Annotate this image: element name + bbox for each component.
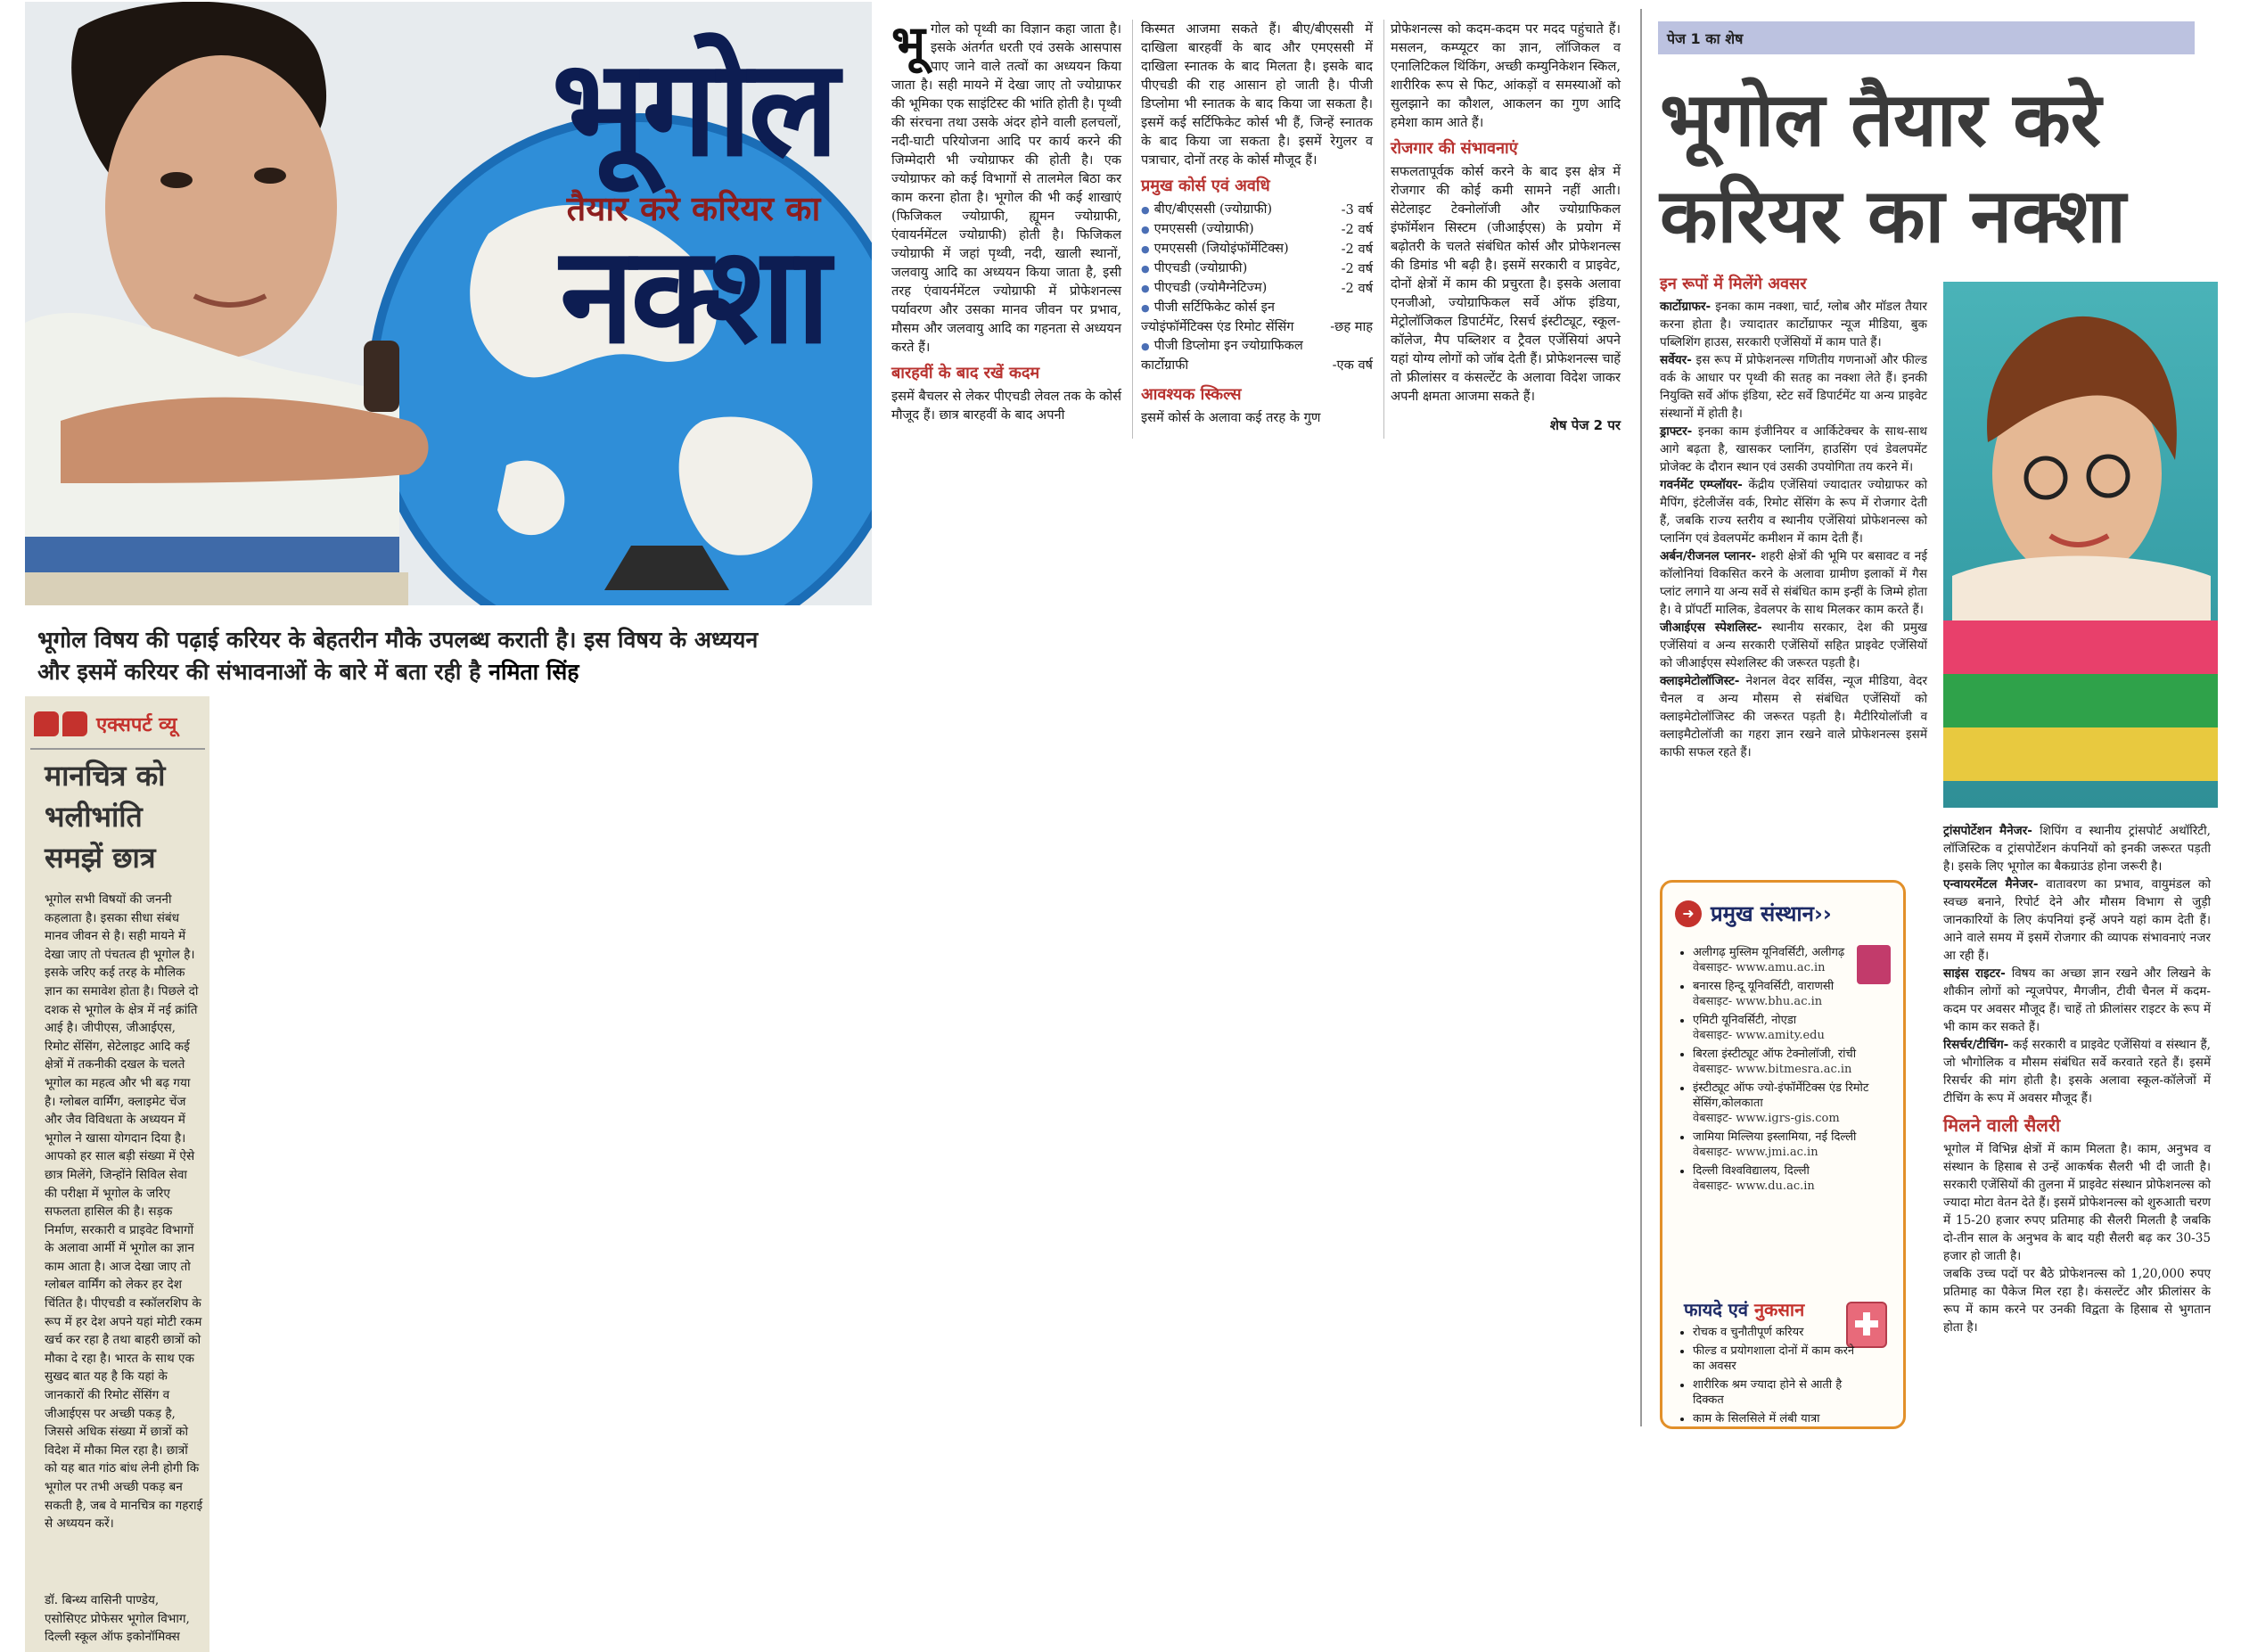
role-paragraph (1943, 875, 2211, 965)
course-row (1141, 298, 1373, 336)
pros-heading-b: नुकसान (1753, 1299, 1805, 1320)
role-title: जीआईएस स्पेशलिस्ट- (1660, 621, 1762, 635)
role-title: साइंस राइटर- (1943, 966, 2006, 981)
role-paragraph (1660, 476, 1927, 547)
institute-item (1693, 979, 1876, 1009)
continued-tag: पेज 1 का शेष (1667, 30, 1744, 47)
pros-cons-item: • फील्ड व प्रयोगशाला दोनों में काम करने का अवसर (1693, 1344, 1862, 1374)
role-description: इस रूप में प्रोफेशनल्स गणितीय गणनाओं और फील्ड वर्क के आधार पर पृथ्वी की सतह का नक्शा लेते हैं। इनकी नियुक्ति सर्वे ऑफ इंडिया, स्टेट सर्वे डिपार्टमेंट या अन्य प्राइवेट संस्थानों में होती है। (1660, 353, 1927, 421)
course-duration: -छह माह (1330, 319, 1373, 334)
salary-heading: मिलने वाली सैलरी (1943, 1114, 2061, 1136)
role-title: रिसर्चर/टीचिंग- (1943, 1038, 2009, 1052)
expert-view-box (25, 696, 209, 1652)
role-paragraph (1660, 423, 1927, 476)
col3-heading: रोजगार की संभावनाएं (1391, 139, 1518, 158)
page-divider (1640, 9, 1642, 1426)
course-duration: -2 वर्ष (1341, 242, 1373, 257)
salary-body: भूगोल में विभिन्न क्षेत्रों में काम मिलता है। काम, अनुभव व संस्थान के हिसाब से उन्हें आकर्षक सैलरी भी दी जाती है। सरकारी एजेंसियों की तुलना में प्राइवेट संस्थान प्रोफेशनल्स को ज्यादा मोटा वेतन देते हैं। इसमें प्रोफेशनल्स को शुरुआती चरण में 15-20 हजार रुपए प्रतिमाह की सैलरी मिलती है जबकि दो-तीन साल के अनुभव के बाद यही सैलरी बढ़ कर 30-35 हजार हो जाती है। (1943, 1142, 2211, 1263)
continued-tag-bar (1658, 21, 2195, 54)
course-name: ● पीएचडी (ज्योग्राफी) (1141, 259, 1247, 278)
role-paragraph (1660, 351, 1927, 423)
expert-heading: मानचित्र को भलीभांति समझें छात्र (45, 759, 166, 875)
continued-note: शेष पेज 2 पर (1549, 417, 1621, 433)
course-row (1141, 239, 1373, 259)
institute-item (1693, 1081, 1876, 1126)
quote-icon (62, 711, 87, 736)
student-photo (1943, 282, 2218, 808)
col2-body: किस्मत आजमा सकते हैं। बीए/बीएससी में दाखिला बारहवीं के बाद और एमएससी में दाखिला स्नातक के बाद मिलता है। इसके बाद पीएचडी की राह आसान हो जाती है। पीजी डिप्लोमा भी स्नातक के बाद किया जा सकता है। इसमें कई सर्टिफिकेट कोर्स भी हैं, जिन्हें स्नातक के बाद किया जा सकता है। इसमें रेगुलर व पत्राचार, दोनों तरह के कोर्स मौजूद हैं। (1141, 21, 1373, 168)
course-list (1141, 200, 1373, 374)
col1-body: गोल को पृथ्वी का विज्ञान कहा जाता है। इसके अंतर्गत धरती एवं उसके आसपास पाए जाने वाले तत्वों का अध्ययन किया जाता है। सही मायने में देखा जाए तो ज्योग्राफर की भूमिका एक साइंटिस्ट की भांति होती है। पृथ्वी की संरचना तथा उसके अंदर होने वाली हलचलों, नदी-घाटी परियोजना आदि पर कार्य करने की जिम्मेदारी भी ज्योग्राफर की होती है। एक ज्योग्राफर को कई विभागों से तालमेल बिठा कर काम करना होता है। भूगोल की भी कई शाखाएं (फिजिकल ज्योग्राफी, ह्यूमन ज्योग्राफी, एंवायर्नमेंटल ज्योग्राफी) होती है। फिजिकल ज्योग्राफी में जहां पृथ्वी, नदी, खाली स्थानों, जलवायु आदि का अध्ययन किया जाता है, इसी तरह एंवायर्नमेंटल ज्योग्राफी में प्रोफेशनल्स पर्यावरण और उसका मानव जीवन पर प्रभाव, मौसम और जलवायु आदि का गहनता से अध्ययन करते हैं। (891, 21, 1121, 355)
institute-name: • जामिया मिल्लिया इस्लामिया, नई दिल्ली (1693, 1130, 1857, 1144)
role-title: ट्रांसपोर्टेशन मैनेजर- (1943, 824, 2032, 838)
course-duration: -2 वर्ष (1341, 281, 1373, 296)
salary-body-2: जबकि उच्च पदों पर बैठे प्रोफेशनल्स को 1,20,000 रुपए प्रतिमाह का पैकेज मिल रहा है। कंसल्टेंट और फ्रीलांसर के रूप में काम करने पर उनकी विद्वता के हिसाब से भुगतान होता है। (1943, 1267, 2211, 1335)
col3-body: प्रोफेशनल्स को कदम-कदम पर मदद पहुंचाते हैं। मसलन, कम्प्यूटर का ज्ञान, लॉजिकल व एनालिटिकल थिंकिंग, अच्छी कम्युनिकेशन स्किल, शारीरिक रूप से फिट, आंकड़ों व समस्याओं को सुलझाने का कौशल, आकलन का गुण आदि हमेशा काम आते हैं। (1391, 21, 1621, 130)
article-column-3 (1391, 20, 1621, 439)
course-name: ● एमएससी (जियोइंफॉर्मेटिक्स) (1141, 239, 1289, 259)
course-duration: -एक वर्ष (1332, 358, 1373, 373)
course-row (1141, 219, 1373, 239)
institutes-heading: प्रमुख संस्थान (1711, 901, 1814, 926)
expert-body: भूगोल सभी विषयों की जननी कहलाता है। इसका सीधा संबंध मानव जीवन से है। सही मायने में देखा जाए तो पंचतत्व ही भूगोल है। इसके जरिए कई तरह के मौलिक ज्ञान का समावेश होता है। पिछले दो दशक से भूगोल के क्षेत्र में नई क्रांति आई है। जीपीएस, जीआईएस, रिमोट सेंसिंग, सेटेलाइट आदि कई क्षेत्रों में तकनीकी दखल के चलते भूगोल का महत्व और भी बढ़ गया है। ग्लोबल वार्मिंग, क्लाइमेट चेंज और जैव विविधता के अध्ययन में भूगोल ने खासा योगदान दिया है। आपको हर साल बड़ी संख्या में ऐसे छात्र मिलेंगे, जिन्होंने सिविल सेवा की परीक्षा में भूगोल के जरिए सफलता हासिल की है। सड़क निर्माण, सरकारी व प्राइवेट विभागों के अलावा आर्मी में भूगोल का ज्ञान काम आता है। आज देखा जाए तो ग्लोबल वार्मिंग को लेकर हर देश चिंतित है। पीएचडी व स्कॉलरशिप के रूप में हर देश अपने यहां मोटी रकम खर्च कर रहा है तथा बाहरी छात्रों को मौका दे रहा है। भारत के साथ एक सुखद बात यह है कि यहां के जानकारों की रिमोट सेंसिंग व जीआईएस पर अच्छी पकड़ है, जिससे अधिक संख्या में छात्रों को विदेश में मौका मिल रहा है। छात्रों को यह बात गांठ बांध लेनी होगी कि भूगोल पर तभी अच्छी पकड़ बन सकती है, जब वे मानचित्र का गहराई से अध्ययन करें। (45, 892, 203, 1532)
pros-cons-heading (1684, 1297, 1804, 1321)
col2-heading-2: आवश्यक स्किल्स (1141, 385, 1242, 404)
role-paragraph (1660, 619, 1927, 672)
right-title (1660, 71, 2212, 264)
hero-title-bottom: नक्शा (560, 218, 827, 374)
pros-cons-item: • रोचक व चुनौतीपूर्ण करियर (1693, 1325, 1862, 1340)
institutes-box (1660, 880, 1906, 1429)
hero-subtitle: तैयार करे करियर का (566, 189, 821, 228)
col1-heading: बारहवीं के बाद रखें कदम (891, 364, 1040, 382)
roles-heading: इन रूपों में मिलेंगे अवसर (1660, 275, 1807, 293)
role-paragraph (1660, 672, 1927, 761)
institute-website: वेबसाइट- www.amu.ac.in (1693, 961, 1826, 974)
student-illustration (1943, 282, 2218, 808)
course-name: ● एमएससी (ज्योग्राफी) (1141, 219, 1254, 239)
role-paragraph (1943, 965, 2211, 1036)
institute-name: • एमिटी यूनिवर्सिटी, नोएडा (1693, 1014, 1797, 1027)
role-title: एन्वायरमेंटल मैनेजर- (1943, 877, 2039, 892)
role-paragraph (1943, 1036, 2211, 1107)
role-paragraph (1660, 298, 1927, 351)
role-description: शिपिंग व स्थानीय ट्रांसपोर्ट अथॉरिटी, लॉजिस्टिक व ट्रांसपोर्टेशन कंपनियों को इनकी जरूरत पड़ती है। इसके लिए भूगोल का बैकग्राउंड होना जरूरी है। (1943, 824, 2211, 874)
institute-website: वेबसाइट- www.bitmesra.ac.in (1693, 1063, 1852, 1076)
intro-line-1: भूगोल विषय की पढ़ाई करियर के बेहतरीन मौके उपलब्ध कराती है। इस विषय के अध्ययन (37, 627, 759, 653)
col2-body-2: इसमें कोर्स के अलावा कई तरह के गुण (1141, 410, 1321, 425)
role-description: नेशनल वेदर सर्विस, न्यूज मीडिया, वेदर चैनल व अन्य मौसम से संबंधित एजेंसियों को क्लाइमेटोलॉजिस्ट की जरूरत पड़ती है। मैटीरियोलॉजी व क्लाइमैटोलॉजी का गहरा ज्ञान रखने वाले प्रोफेशनल्स इसमें काफी सफल रहते हैं। (1660, 674, 1927, 760)
col1-body-2: इसमें बैचलर से लेकर पीएचडी लेवल तक के कोर्स मौजूद हैं। छात्र बारहवीं के बाद अपनी (891, 389, 1121, 423)
role-description: केंद्रीय एजेंसियां ज्यादातर ज्योग्राफर को मैपिंग, इंटेलीजेंस वर्क, रिमोट सेंसिंग के रूप में रोजगार देती हैं, जबकि राज्य स्तरीय व स्थानीय एजेंसियां प्रोफेशनल्स को प्लानिंग एवं डेवलपमेंट कमीशन में काम देती हैं। (1660, 478, 1927, 546)
institute-website: वेबसाइट- www.jmi.ac.in (1693, 1146, 1818, 1159)
role-title: क्लाइमेटोलॉजिस्ट- (1660, 674, 1740, 688)
hero-photo (25, 2, 872, 605)
roles-section-2 (1943, 822, 2211, 1336)
col3-body-2: सफलतापूर्वक कोर्स करने के बाद इस क्षेत्र में रोजगार की कोई कमी सामने नहीं आती। सेटेलाइट टेक्नोलॉजी और ज्योग्राफिकल इंफॉर्मेशन सिस्टम (जीआईएस) के प्रयोग में बढ़ोतरी के चलते संबंधित कोर्स और प्रोफेशनल्स की डिमांड भी बढ़ी है। इसमें सरकारी व प्राइवेट, दोनों क्षेत्रों में काम की प्रचुरता है। इसके अलावा एनजीओ, ज्योग्राफिकल सर्वे ऑफ इंडिया, मेट्रोलॉजिकल डिपार्टमेंट, रिसर्च इंस्टीट्यूट, स्कूल-कॉलेज, मैप पब्लिशर व ट्रैवल एजेंसियां अपने यहां योग्य लोगों को जॉब देती हैं। प्रोफेशनल्स चाहें तो फ्रीलांसर व कंसल्टेंट के अलावा विदेश जाकर अपनी क्षमता आजमा सकते हैं। (1391, 164, 1621, 404)
course-name: ● पीएचडी (ज्योमैग्नेटिज्म) (1141, 278, 1267, 298)
role-description: कई सरकारी व प्राइवेट एजेंसियां व संस्थान हैं, जो भौगोलिक व मौसम संबंधित सर्वे करवाते रहते हैं। इसमें रिसर्चर की मांग होती है। इसके अलावा स्कूल-कॉलेजों में टीचिंग के रूप में अवसर मौजूद हैं। (1943, 1038, 2211, 1105)
role-description: इनका काम इंजीनियर व आर्किटेक्चर के साथ-साथ आगे बढ़ता है, खासकर प्लानिंग, हाउसिंग एवं डेवलपमेंट प्रोजेक्ट के दौरान स्थान एवं उसकी उपयोगिता तय करने में। (1660, 424, 1927, 474)
pros-cons-item: • शारीरिक श्रम ज्यादा होने से आती है दिक्कत (1693, 1377, 1862, 1408)
institute-website: वेबसाइट- www.amity.edu (1693, 1029, 1825, 1042)
institute-name: • दिल्ली विश्वविद्यालय, दिल्ली (1693, 1164, 1810, 1178)
institute-website: वेबसाइट- www.igrs-gis.com (1693, 1112, 1840, 1125)
role-description: वातावरण का प्रभाव, वायुमंडल को स्वच्छ बनाने, रिपोर्ट देने और मौसम विभाग से जुड़ी जानकारियों के लिए कंपनियां इन्हें अपने यहां काम देती हैं। आने वाले समय में इसमें रोजगार की व्यापक संभावनाएं नजर आ रही हैं। (1943, 877, 2211, 963)
right-title-line-2: करियर का नक्शा (1660, 172, 2126, 259)
institutes-heading-chevrons: ›› (1813, 900, 1832, 926)
institute-item (1693, 945, 1876, 975)
institute-name: • बनारस हिन्दू यूनिवर्सिटी, वाराणसी (1693, 980, 1835, 993)
expert-byline: डॉ. बिन्ध्य वासिनी पाण्डेय, एसोसिएट प्रोफेसर भूगोल विभाग, दिल्ली स्कूल ऑफ इकोनॉमिक्स (45, 1593, 190, 1645)
quote-icon (34, 711, 59, 736)
arrow-circle-icon: ➜ (1675, 900, 1702, 927)
expert-tag: एक्सपर्ट व्यू (96, 714, 177, 736)
course-duration: -2 वर्ष (1341, 261, 1373, 276)
intro-text (37, 624, 875, 688)
course-duration: -2 वर्ष (1341, 222, 1373, 237)
dropcap: भू (891, 15, 925, 71)
institute-name: • अलीगढ़ मुस्लिम यूनिवर्सिटी, अलीगढ़ (1693, 946, 1845, 959)
article-column-1 (891, 15, 1133, 439)
institute-item (1693, 1130, 1876, 1160)
course-duration: -3 वर्ष (1341, 202, 1373, 218)
right-title-line-1: भूगोल तैयार करे (1660, 76, 2102, 163)
course-name: ● पीजी सर्टिफिकेट कोर्स इन ज्योइंफॉर्मेटिक्स एंड रिमोट सेंसिंग (1141, 298, 1315, 336)
role-title: ड्राफ्टर- (1660, 424, 1693, 439)
role-description: स्थानीय सरकार, देश की प्रमुख एजेंसियां व अन्य सरकारी एजेंसियों सहित प्राइवेट एजेंसियों को जीआईएस स्पेशलिस्ट की जरूरत पड़ती है। (1660, 621, 1928, 670)
course-row (1141, 336, 1373, 374)
role-description: विषय का अच्छा ज्ञान रखने और लिखने के शौकीन लोगों को न्यूजपेपर, मैगजीन, टीवी चैनल में कदम-कदम पर अवसर मौजूद हैं। चाहें तो फ्रीलांसर राइटर के रूप में भी काम कर सकते हैं। (1943, 966, 2211, 1034)
role-description: इनका काम नक्शा, चार्ट, ग्लोब और मॉडल तैयार करना होता है। ज्यादातर कार्टोग्राफर न्यूज मीडिया, बुक पब्लिशिंग हाउस, सरकारी एजेंसियों में काम पाते हैं। (1660, 300, 1927, 349)
article-column-2 (1141, 20, 1384, 439)
role-title: सर्वेयर- (1660, 353, 1692, 367)
institute-name: • इंस्टीट्यूट ऑफ ज्यो-इंफॉर्मेटिक्स एंड रिमोट सेंसिंग,कोलकाता (1693, 1081, 1869, 1110)
intro-author: नमिता सिंह (488, 659, 579, 685)
institute-item (1693, 1163, 1876, 1194)
role-description: शहरी क्षेत्रों की भूमि पर बसावट व नई कॉलोनियां विकसित करने के अलावा ग्रामीण इलाकों में गैस प्लांट लगाने या अन्य सर्वे से संबंधित काम इन्हीं के जिम्मे होता है। वे प्रॉपर्टी मालिक, डेवलपर के साथ मिलकर काम करते हैं। (1660, 549, 1928, 617)
institute-website: वेबसाइट- www.du.ac.in (1693, 1179, 1815, 1193)
pros-heading-a: फायदे एवं (1684, 1299, 1748, 1320)
role-paragraph (1943, 822, 2211, 875)
institute-name: • बिरला इंस्टीट्यूट ऑफ टेक्नोलॉजी, रांची (1693, 1048, 1857, 1061)
col2-heading: प्रमुख कोर्स एवं अवधि (1141, 177, 1270, 195)
role-paragraph (1660, 547, 1927, 619)
course-row (1141, 278, 1373, 298)
intro-line-2: और इसमें करियर की संभावनाओं के बारे में बता रही है (37, 659, 481, 685)
course-row (1141, 200, 1373, 219)
pros-cons-item: • काम के सिलसिले में लंबी यात्रा (1693, 1411, 1862, 1426)
roles-section (1660, 273, 1927, 761)
institute-item (1693, 1013, 1876, 1043)
role-title: अर्बन/रीजनल प्लानर- (1660, 549, 1756, 563)
role-title: कार्टोग्राफर- (1660, 300, 1712, 314)
role-title: गवर्नमेंट एम्प्लॉयर- (1660, 478, 1743, 492)
institute-item (1693, 1047, 1876, 1077)
course-row (1141, 259, 1373, 278)
course-name: ● बीए/बीएससी (ज्योग्राफी) (1141, 200, 1272, 219)
institute-website: वेबसाइट- www.bhu.ac.in (1693, 995, 1823, 1008)
course-name: ● पीजी डिप्लोमा इन ज्योग्राफिकल कार्टोग्राफी (1141, 336, 1315, 374)
hero-title-top: भूगोल (551, 31, 836, 186)
